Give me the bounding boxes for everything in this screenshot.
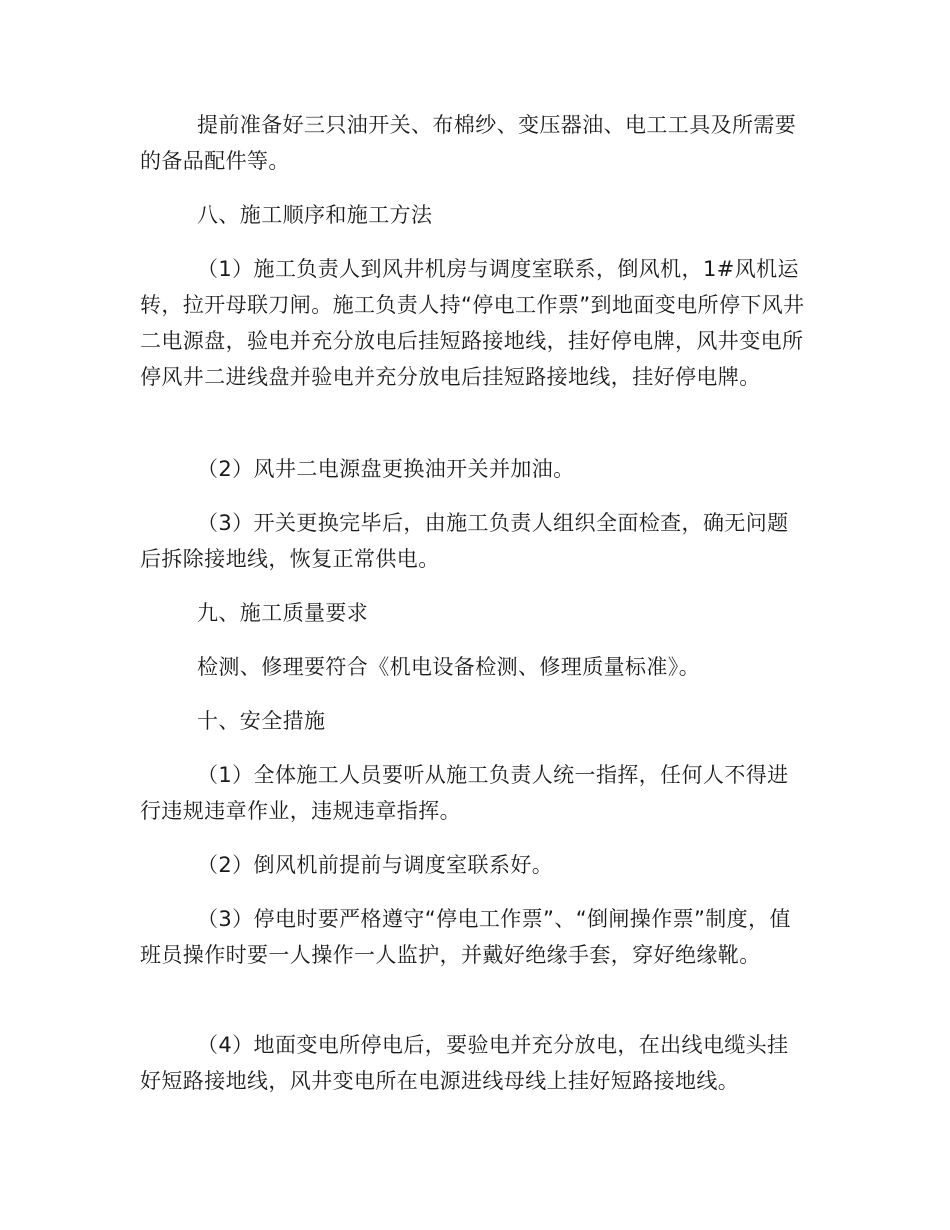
paragraph-quality-standard: 检测、修理要符合《机电设备检测、修理质量标准》。 bbox=[197, 655, 701, 679]
paragraph-preparation: 提前准备好三只油开关、布棉纱、变压器油、电工工具及所需要的备品配件等。 bbox=[140, 113, 797, 173]
heading-construction-sequence: 八、施工顺序和施工方法 bbox=[197, 203, 433, 227]
heading-safety-measures: 十、安全措施 bbox=[197, 709, 326, 733]
paragraph-step-1: （1）施工负责人到风井机房与调度室联系，倒风机，1#风机运转，拉开母联刀闸。施工负责人持“停电工作票”到地面变电所停下风井二电源盘，验电并充分放电后挂短路接地线，挂好停电牌，风井变电所停风井二进线盘并验电并充分放电后挂短路接地线，挂好停电牌。 bbox=[140, 257, 805, 389]
paragraph-safety-3: （3）停电时要严格遵守“停电工作票”、“倒闸操作票”制度，值班员操作时要一人操作一人监护，并戴好绝缘手套，穿好绝缘靴。 bbox=[140, 907, 791, 967]
paragraph-safety-1: （1）全体施工人员要听从施工负责人统一指挥，任何人不得进行违规违章作业，违规违章指挥。 bbox=[140, 763, 789, 823]
paragraph-step-3: （3）开关更换完毕后，由施工负责人组织全面检查，确无问题后拆除接地线，恢复正常供电。 bbox=[140, 511, 789, 571]
paragraph-safety-4: （4）地面变电所停电后，要验电并充分放电，在出线电缆头挂好短路接地线，风井变电所在电源进线母线上挂好短路接地线。 bbox=[140, 1033, 789, 1093]
heading-quality-requirements: 九、施工质量要求 bbox=[197, 601, 369, 625]
paragraph-safety-2: （2）倒风机前提前与调度室联系好。 bbox=[197, 853, 554, 877]
paragraph-step-2: （2）风井二电源盘更换油开关并加油。 bbox=[197, 457, 575, 481]
